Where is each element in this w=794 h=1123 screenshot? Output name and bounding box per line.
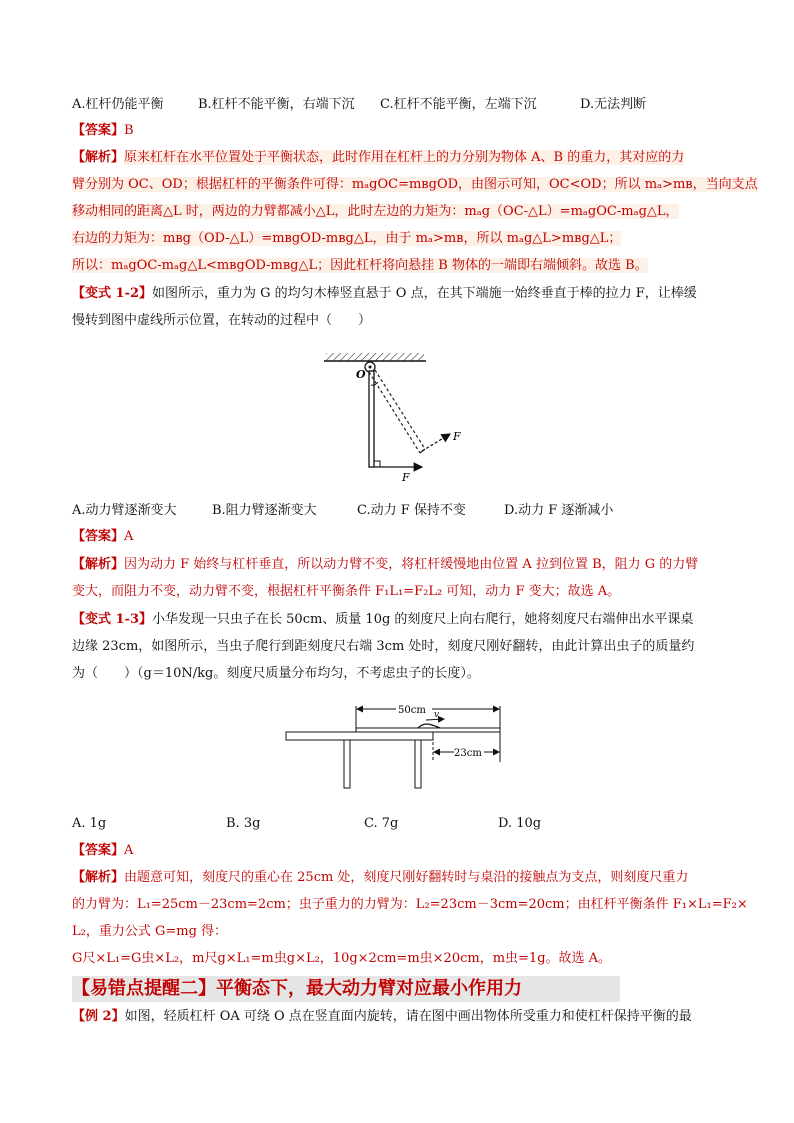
- example-tag: 【例 2】: [72, 1009, 125, 1024]
- variant-1-3-line-3: 为（ ）（g＝10N/kg。刻度尺质量分布均匀，不考虑虫子的长度）。: [72, 666, 480, 681]
- answer-value: A: [124, 843, 134, 858]
- variant-tag: 【变式 1-2】: [72, 286, 153, 301]
- q2-answer: [72, 528, 133, 546]
- q1-answer: [72, 122, 134, 140]
- force-label-rotated: F: [453, 430, 461, 443]
- variant-1-3-line-2: 边缘 23cm，如图所示，当虫子爬行到距刻度尺右端 3cm 处时，刻度尺刚好翻转，由此计算出虫子的质量约: [72, 639, 695, 654]
- rod-dashed-2: [375, 370, 425, 449]
- q1-analysis-line-1: 【解析】原来杠杆在水平位置处于平衡状态，此时作用在杠杆上的力分别为物体 A、B 的重力，其对应的力: [72, 150, 685, 165]
- q3-analysis-line-1: 【解析】由题意可知，刻度尺的重心在 25cm 处，刻度尺刚好翻转时与桌沿的接触点为支点，则刻度尺重力: [72, 870, 689, 885]
- analysis-tag: 【解析】: [72, 557, 125, 572]
- dim-50-label: 50cm: [398, 705, 426, 716]
- pivot-center-icon: [369, 366, 372, 369]
- desk-leg-right: [415, 740, 421, 788]
- q2-option-d: D.动力 F 逐渐减小: [504, 503, 614, 518]
- variant-tag: 【变式 1-3】: [72, 612, 153, 627]
- ruler-bar: [356, 728, 500, 732]
- force-arrow-rotated: [422, 434, 450, 451]
- analysis-tag: 【解析】: [72, 870, 125, 885]
- variant-1-2-line-2: 慢转到图中虚线所示位置，在转动的过程中（ ）: [72, 313, 372, 328]
- q1-analysis-line-5: 所以：mₐgOC-mₐg△L<mʙgOD-mʙg△L；因此杠杆将向悬挂 B 物体的一端即右端倾斜。故选 B。: [72, 258, 648, 273]
- velocity-label: v: [434, 710, 440, 720]
- q3-option-a: A. 1g: [72, 816, 107, 831]
- desk-leg-left: [344, 740, 350, 788]
- bug-icon: [418, 724, 440, 728]
- variant-1-3-line-1: 【变式 1-3】小华发现一只虫子在长 50cm、质量 10g 的刻度尺上向右爬行，她将刻度尺右端伸出水平课桌: [72, 612, 694, 627]
- answer-value: B: [124, 123, 134, 138]
- dim-23-label: 23cm: [454, 748, 482, 759]
- q3-analysis-line-2: 的力臂为：L₁=25cm－23cm=2cm；虫子重力的力臂为：L₂=23cm－3cm=20cm；由杠杆平衡条件 F₁×L₁=F₂×: [72, 897, 748, 912]
- answer-tag: 【答案】: [72, 123, 125, 138]
- force-label-bottom: F: [402, 471, 410, 484]
- q2-option-b: B.阻力臂逐渐变大: [212, 503, 317, 518]
- q2-analysis-line-2: 变大，而阻力不变，动力臂不变，根据杠杆平衡条件 F₁L₁=F₂L₂ 可知，动力 F 变大；故选 A。: [72, 584, 621, 599]
- ruler-figure: [284, 700, 524, 792]
- q1-option-d: D.无法判断: [580, 97, 647, 112]
- q2-option-c: C.动力 F 保持不变: [357, 503, 466, 518]
- q2-analysis-line-1: 【解析】因为动力 F 始终与杠杆垂直，所以动力臂不变，将杠杆缓慢地由位置 A 拉到位置 B，阻力 G 的力臂: [72, 557, 699, 572]
- q1-option-b: B.杠杆不能平衡，右端下沉: [198, 97, 355, 112]
- variant-1-2-line-1: 【变式 1-2】如图所示，重力为 G 的均匀木棒竖直悬于 O 点，在其下端施一始终垂直于棒的拉力 F，让棒缓: [72, 286, 697, 301]
- q1-analysis-line-2: 臂分别为 OC、OD；根据杠杆的平衡条件可得：mₐgOC=mʙgOD，由图示可知，OC<OD；所以 mₐ>mʙ，当向支点: [72, 177, 758, 192]
- q3-analysis-line-3: L₂，重力公式 G=mg 得：: [72, 924, 228, 939]
- rod-figure: [320, 345, 470, 485]
- q3-option-b: B. 3g: [226, 816, 261, 831]
- q2-option-a: A.动力臂逐渐变大: [72, 503, 177, 518]
- answer-tag: 【答案】: [72, 529, 125, 544]
- q3-analysis-line-4: G尺×L₁=G虫×L₂，m尺g×L₁=m虫g×L₂，10g×2cm=m虫×20cm，m虫=1g。故选 A。: [72, 951, 612, 966]
- q3-option-d: D. 10g: [498, 816, 542, 831]
- analysis-tag: 【解析】: [72, 150, 125, 165]
- q1-analysis-line-4: 右边的力矩为：mʙg（OD-△L）=mʙgOD-mʙg△L，由于 mₐ>mʙ，所以 mₐg△L>mʙg△L；: [72, 231, 622, 246]
- q1-analysis-line-3: 移动相同的距离△L 时，两边的力臂都减小△L，此时左边的力矩为：mₐg（OC-△L）=mₐgOC-mₐg△L，: [72, 204, 679, 219]
- answer-tag: 【答案】: [72, 843, 125, 858]
- section-heading: 【易错点提醒二】平衡态下，最大动力臂对应最小作用力: [72, 976, 620, 1002]
- pivot-label: O: [356, 368, 366, 381]
- ceiling-hatch: [326, 353, 424, 361]
- answer-value: A: [124, 529, 134, 544]
- example-2-line-1: 【例 2】如图，轻质杠杆 OA 可绕 O 点在竖直面内旋转，请在图中画出物体所受重力和使杠杆保持平衡的最: [72, 1009, 692, 1024]
- q3-answer: [72, 842, 133, 860]
- q1-option-c: C.杠杆不能平衡，左端下沉: [380, 97, 537, 112]
- q1-option-a: A.杠杆仍能平衡: [72, 97, 164, 112]
- right-angle-mark: [374, 461, 380, 467]
- q3-option-c: C. 7g: [364, 816, 399, 831]
- desk-top: [286, 732, 433, 740]
